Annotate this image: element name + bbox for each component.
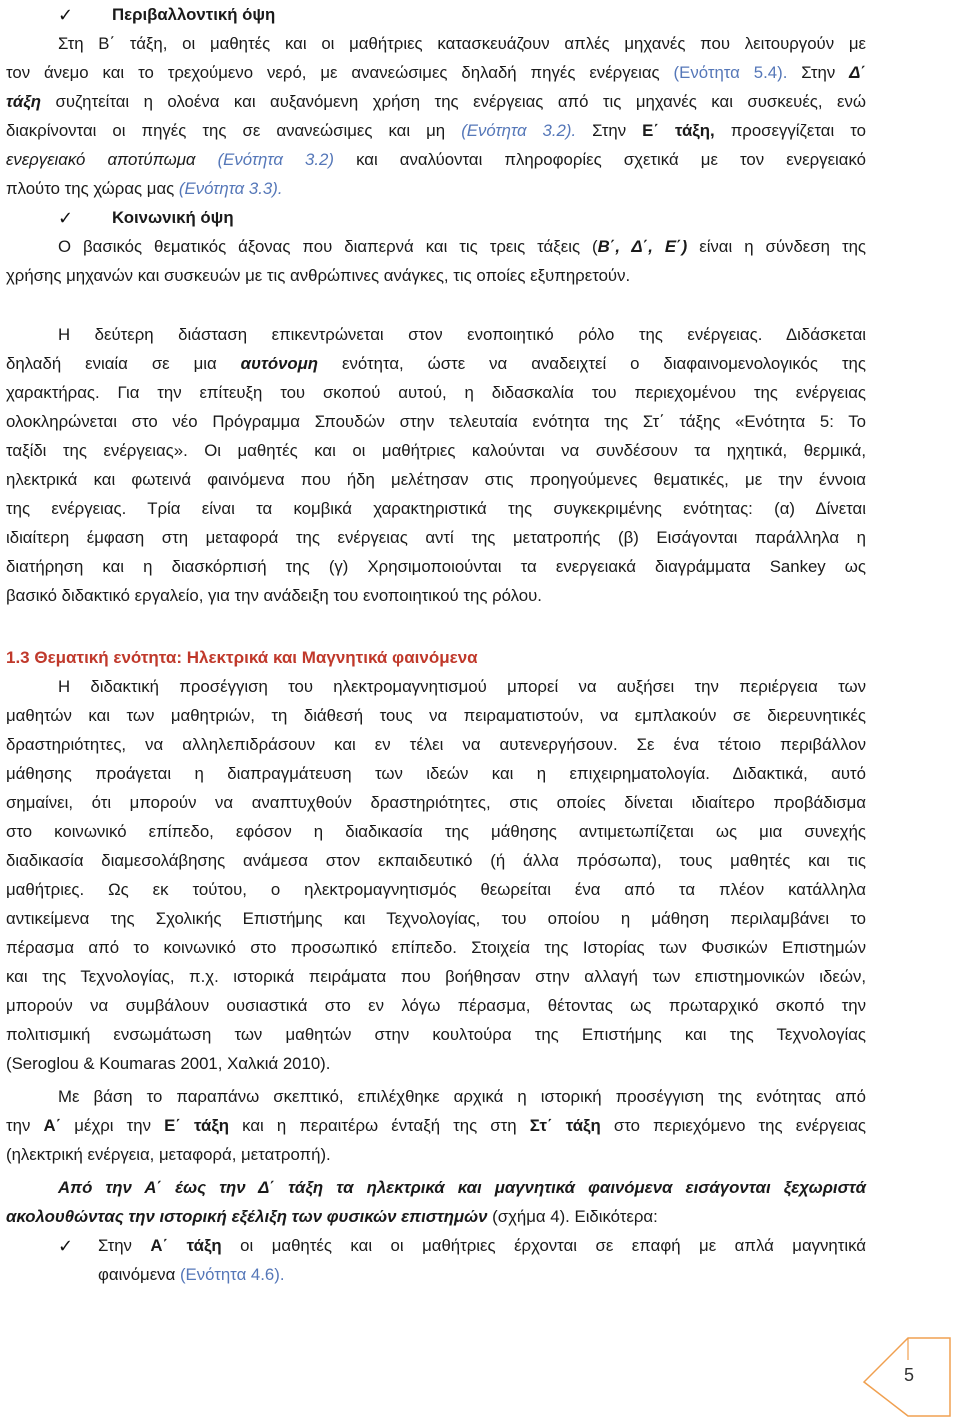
p3-line-4: μάθησης προάγεται η διαπραγμάτευση των ιδεών και η επιχειρηματολογία. Διδακτικά, αυτό (6, 764, 866, 783)
p2-line-8: ιδιαίτερη έμφαση στη μεταφορά της ενέργειας αντί της μετατροπής (β) Εισάγονται παράλληλα η (6, 528, 866, 547)
p3-line-8: μαθήτριες. Ως εκ τούτου, ο ηλεκτρομαγνητισμός θεωρείται ένα από τα πλέον κατάλληλα (6, 880, 866, 899)
checkmark-icon: ✓ (58, 208, 74, 228)
p2-line-7: της ενέργειας. Τρία είναι τα κομβικά χαρακτηριστικά της συγκεκριμένης ενότητας: (α) Δίνεται (6, 499, 866, 518)
env-line-1: Στη Β΄ τάξη, οι μαθητές και οι μαθήτριες κατασκευάζουν απλές μηχανές που λειτουργούν με (58, 34, 866, 53)
p5-line-2: ακολουθώντας την ιστορική εξέλιξη των φυσικών επιστημών (σχήμα 4). Ειδικότερα: (6, 1207, 658, 1226)
checkmark-icon: ✓ (58, 5, 74, 25)
section-heading: 1.3 Θεματική ενότητα: Ηλεκτρικά και Μαγνητικά φαινόμενα (6, 648, 478, 667)
social-line-2: χρήσης μηχανών και συσκευών με τις ανθρώπινες ανάγκες, τις οποίες εξυπηρετούν. (6, 266, 631, 285)
p4-line-3: (ηλεκτρική ενέργεια, μεταφορά, μετατροπή). (6, 1145, 331, 1164)
p3-line-2: μαθητών και των μαθητριών, τη διάθεσή τους να πειραματιστούν, να εμπλακούν σε διερευνητικές (6, 706, 866, 725)
p2-line-4: ολοκληρώνεται στο νέο Πρόγραμμα Σπουδών στην τελευταία ενότητα της Στ΄ τάξης «Ενότητα 5: Το (6, 412, 866, 431)
p3-line-14: (Seroglou & Koumaras 2001, Χαλκιά 2010). (6, 1054, 331, 1073)
p3-line-6: στο κοινωνικό επίπεδο, εφόσον η διαδικασία της μάθησης αντιμετωπίζεται ως μια συνεχής (6, 822, 866, 841)
p4-line-1: Με βάση το παραπάνω σκεπτικό, επιλέχθηκε αρχικά η ιστορική προσέγγιση της ενότητας από (58, 1087, 866, 1106)
p3-line-12: μπορούν να συμβάλουν ουσιαστικά στο εν λόγω πέρασμα, θέτοντας ως πρωταρχικό σκοπό την (6, 996, 866, 1015)
p3-line-9: αντικείμενα της Σχολικής Επιστήμης και Τεχνολογίας, του οποίου η μάθηση περιλαμβάνει το (6, 909, 866, 928)
p2-line-2: δηλαδή ενιαία σε μια αυτόνομη ενότητα, ώστε να αναδειχτεί ο διαφαινομενολογικός της (6, 354, 866, 373)
p3-line-10: πέρασμα από το κοινωνικό στο προσωπικό επίπεδο. Στοιχεία της Ιστορίας των Φυσικών Επιστημών (6, 938, 866, 957)
p2-line-3: χαρακτήρας. Για την επίτευξη του σκοπού αυτού, η διδασκαλία του περιεχομένου της ενέργειας (6, 383, 866, 402)
p3-line-13: πολιτισμική ενσωμάτωση των μαθητών στην κουλτούρα της Επιστήμης και της Τεχνολογίας (6, 1025, 866, 1044)
bullet-line-1: Στην Α΄ τάξη οι μαθητές και οι μαθήτριες έρχονται σε επαφή με απλά μαγνητικά (98, 1236, 866, 1255)
p3-line-7: διαδικασία διαμεσολάβησης ανάμεσα στον εκπαιδευτικό (ή άλλα πρόσωπα), τους μαθητές και τις (6, 851, 866, 870)
p3-line-11: και της Τεχνολογίας, π.χ. ιστορικά πειράματα που βοήθησαν στην αλλαγή των επιστημονικών ιδεών, (6, 967, 866, 986)
p4-line-2: την Α΄ μέχρι την Ε΄ τάξη και η περαιτέρω ένταξή της στη Στ΄ τάξη στο περιεχόμενο της ενέργειας (6, 1116, 866, 1135)
env-line-3: τάξη συζητείται η ολοένα και αυξανόμενη χρήση της ενέργειας από τις μηχανές και συσκευές, ενώ (6, 92, 866, 111)
p3-line-1: Η διδακτική προσέγγιση του ηλεκτρομαγνητισμού μπορεί να αυξήσει την περιέργεια των (58, 677, 866, 696)
p3-line-3: δραστηριότητες, να αλληλεπιδράσουν και εν τέλει να αυτενεργήσουν. Σε ένα τέτοιο περιβάλλον (6, 735, 866, 754)
p2-line-1: Η δεύτερη διάσταση επικεντρώνεται στον ενοποιητικό ρόλο της ενέργειας. Διδάσκεται (58, 325, 866, 344)
social-line-1: Ο βασικός θεματικός άξονας που διαπερνά και τις τρεις τάξεις (Β΄, Δ΄, Ε΄) είναι η σύνδεση της (58, 237, 866, 256)
env-line-6: πλούτο της χώρας μας (Ενότητα 3.3). (6, 179, 283, 198)
p5-line-1: Από την Α΄ έως την Δ΄ τάξη τα ηλεκτρικά και μαγνητικά φαινόμενα εισάγονται ξεχωριστά (58, 1178, 866, 1197)
p2-line-5: ταξίδι της ενέργειας». Οι μαθητές και οι μαθήτριες καλούνται να συνδέσουν τα ηχητικά, θερμικά, (6, 441, 866, 460)
env-heading: Περιβαλλοντική όψη (112, 5, 276, 24)
env-line-2: τον άνεμο και το τρεχούμενο νερό, με ανανεώσιμες δηλαδή πηγές ενέργειας (Ενότητα 5.4). Στην Δ΄ (6, 63, 866, 82)
p2-line-10: βασικό διδακτικό εργαλείο, για την ανάδειξη του ενοποιητικού της ρόλου. (6, 586, 542, 605)
checkmark-icon: ✓ (58, 1236, 74, 1256)
env-line-5: ενεργειακό αποτύπωμα (Ενότητα 3.2) και αναλύονται πληροφορίες σχετικά με τον ενεργειακό (6, 150, 866, 169)
env-line-4: διακρίνονται οι πηγές της σε ανανεώσιμες και μη (Ενότητα 3.2). Στην Ε΄ τάξη, προσεγγίζεται το (6, 121, 866, 140)
p2-line-6: ηλεκτρικά και φωτεινά φαινόμενα που ήδη μελέτησαν στις προηγούμενες θεματικές, με την έννοια (6, 470, 866, 489)
page-number: 5 (904, 1365, 915, 1385)
bullet-line-2: φαινόμενα (Ενότητα 4.6). (98, 1265, 285, 1284)
p2-line-9: διατήρηση και η διασκόρπισή της (γ) Χρησιμοποιούνται τα ενεργειακά διαγράμματα Sankey ως (6, 557, 866, 576)
social-heading: Κοινωνική όψη (112, 208, 234, 227)
p3-line-5: σημαίνει, ότι μπορούν να αναπτυχθούν δραστηριότητες, στις οποίες δίνεται ιδιαίτερο προβάδισμα (6, 793, 866, 812)
